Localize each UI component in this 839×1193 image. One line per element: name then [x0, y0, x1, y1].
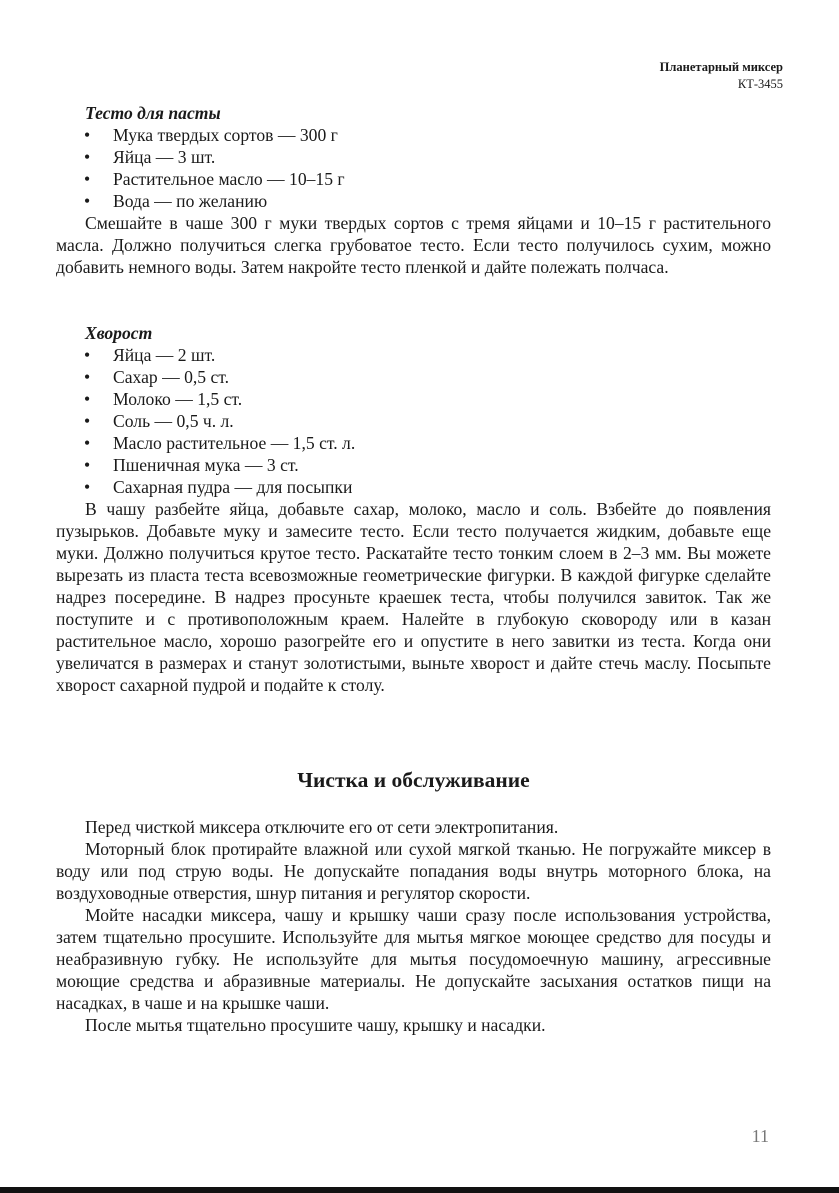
bullet-icon: •: [84, 367, 91, 387]
header-model: КТ-3455: [737, 77, 783, 91]
list-item: [56, 344, 771, 366]
list-item: [56, 190, 771, 212]
cleaning-section: [56, 816, 771, 1036]
ingredient-text: Пшеничная мука — 3 ст.: [113, 455, 299, 475]
section-title: Чистка и обслуживание: [297, 768, 530, 792]
page-number: 11: [751, 1126, 769, 1146]
bullet-icon: •: [84, 411, 91, 431]
bullet-icon: •: [84, 477, 91, 497]
recipe-instructions: В чашу разбейте яйца, добавьте сахар, молоко, масло и соль. Взбейте до появления пузырьков. Добавьте муку и замесите тесто. Если тесто получается жидким, добавьте еще муки. Должно получиться крутое тесто. Раскатайте тесто тонким слоем в 2–3 мм. Вы можете вырезать из пласта теста всевозможные геометрические фигурки. В каждой фигурке сделайте надрез посередине. В надрез просуньте краешек теста, чтобы получился завиток. Так же поступите и с противоположным краем. Налейте в глубокую сковороду или в казан растительное масло, хорошо разогрейте его и опустите в него завитки из теста. Когда они увеличатся в размерах и станут золотистыми, выньте хворост и дайте стечь маслу. Посыпьте хворост сахарной пудрой и подайте к столу.: [56, 499, 771, 695]
recipe-khvorost: [56, 322, 771, 696]
bullet-icon: •: [84, 345, 91, 365]
bullet-icon: •: [84, 125, 91, 145]
paragraph: Моторный блок протирайте влажной или сухой мягкой тканью. Не погружайте миксер в воду или под струю воды. Не допускайте попадания воды внутрь моторного блока, на воздуховодные отверстия, шнур питания и регулятор скорости.: [56, 839, 771, 903]
ingredient-text: Соль — 0,5 ч. л.: [113, 411, 234, 431]
list-item: [56, 476, 771, 498]
ingredient-text: Сахарная пудра — для посыпки: [113, 477, 353, 497]
bullet-icon: •: [84, 169, 91, 189]
list-item: [56, 388, 771, 410]
page-content: [56, 102, 771, 1036]
paragraph: Перед чисткой миксера отключите его от сети электропитания.: [85, 817, 559, 837]
bullet-icon: •: [84, 455, 91, 475]
paragraph: Мойте насадки миксера, чашу и крышку чаши сразу после использования устройства, затем тщательно просушите. Используйте для мытья мягкое моющее средство для посуды и неабразивную губку. Не используйте для мытья посудомоечную машину, агрессивные моющие средства и абразивные материалы. Не допускайте засыхания остатков пищи на насадках, в чаше и на крышке чаши.: [56, 905, 771, 1013]
list-item: [56, 366, 771, 388]
ingredient-list: [56, 124, 771, 212]
list-item: [56, 146, 771, 168]
bullet-icon: •: [84, 147, 91, 167]
ingredient-text: Масло растительное — 1,5 ст. л.: [113, 433, 356, 453]
recipe-title: Хворост: [85, 323, 153, 343]
ingredient-text: Вода — по желанию: [113, 191, 268, 211]
ingredient-text: Яйца — 3 шт.: [113, 147, 216, 167]
ingredient-text: Яйца — 2 шт.: [113, 345, 216, 365]
recipe-title: Тесто для пасты: [85, 103, 221, 123]
ingredient-text: Молоко — 1,5 ст.: [113, 389, 243, 409]
bullet-icon: •: [84, 389, 91, 409]
list-item: [56, 454, 771, 476]
page-header: [660, 59, 783, 93]
bottom-rule: [0, 1187, 839, 1193]
recipe-instructions: Смешайте в чаше 300 г муки твердых сортов с тремя яйцами и 10–15 г растительного масла. Должно получиться слегка грубоватое тесто. Если тесто получилось сухим, можно добавить немного воды. Затем накройте тесто пленкой и дайте полежать полчаса.: [56, 213, 771, 277]
recipe-pasta-dough: [56, 102, 771, 278]
ingredient-text: Сахар — 0,5 ст.: [113, 367, 230, 387]
list-item: [56, 432, 771, 454]
list-item: [56, 410, 771, 432]
list-item: [56, 168, 771, 190]
ingredient-list: [56, 344, 771, 498]
paragraph: После мытья тщательно просушите чашу, крышку и насадки.: [85, 1015, 546, 1035]
list-item: [56, 124, 771, 146]
header-product: Планетарный миксер: [659, 60, 783, 74]
ingredient-text: Растительное масло — 10–15 г: [113, 169, 345, 189]
ingredient-text: Мука твердых сортов — 300 г: [113, 125, 338, 145]
bullet-icon: •: [84, 433, 91, 453]
bullet-icon: •: [84, 191, 91, 211]
